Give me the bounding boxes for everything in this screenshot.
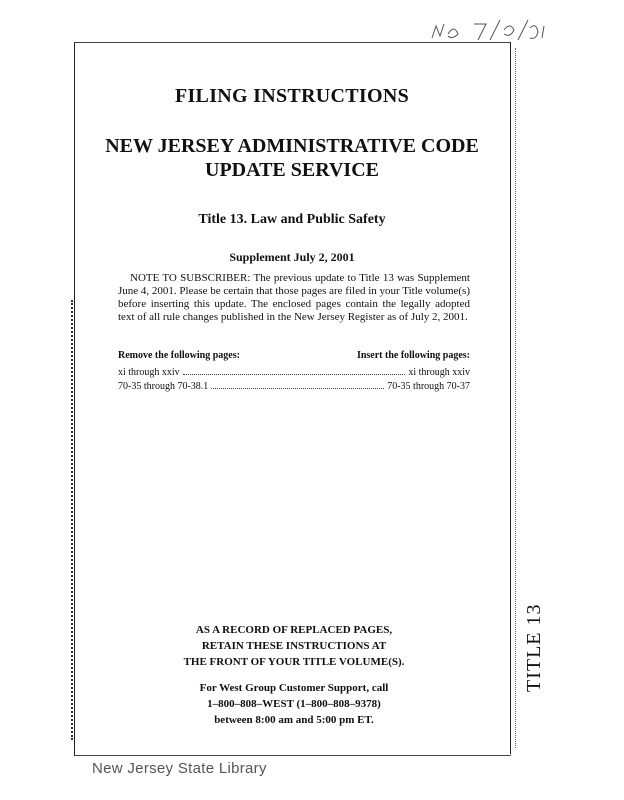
remove-pages: 70-35 through 70-38.1 — [118, 381, 209, 392]
record-instructions — [118, 622, 470, 670]
dot-leader — [211, 380, 384, 389]
title-tab-label: TITLE 13 — [523, 603, 545, 692]
remove-pages: xi through xxiv — [118, 367, 180, 378]
support-phone: 1–800–808–WEST (1–800–808–9378) — [207, 698, 381, 710]
dot-leader — [183, 366, 406, 375]
binding-edge — [71, 300, 77, 740]
page-title: FILING INSTRUCTIONS — [174, 85, 410, 107]
tab-divider-outer — [515, 48, 517, 748]
record-line: AS A RECORD OF REPLACED PAGES, — [195, 624, 393, 636]
insert-pages: 70-35 through 70-37 — [387, 381, 470, 392]
record-line: RETAIN THESE INSTRUCTIONS AT — [201, 640, 387, 652]
customer-support — [118, 680, 470, 728]
insert-header: Insert the following pages: — [356, 350, 470, 361]
code-title-line: NEW JERSEY ADMINISTRATIVE CODE — [105, 135, 479, 157]
support-line: For West Group Customer Support, call — [199, 682, 389, 694]
library-stamp: New Jersey State Library — [92, 760, 267, 777]
code-title-line: UPDATE SERVICE — [205, 159, 379, 181]
support-hours: between 8:00 am and 5:00 pm ET. — [214, 714, 374, 726]
code-title — [74, 134, 510, 182]
insert-pages: xi through xxiv — [408, 367, 470, 378]
record-line: THE FRONT OF YOUR TITLE VOLUME(S). — [183, 656, 405, 668]
page-change-row — [118, 366, 470, 378]
subscriber-note: NOTE TO SUBSCRIBER: The previous update to Title 13 was Supplement June 4, 2001. Please be certain that those pages are filed in your Title volume(s) before inserting this update. The enclosed pages contain the legally adopted text of all rule changes published in the New Jersey Register as of July 2, 2001. — [118, 272, 470, 323]
page-changes-header — [118, 350, 470, 361]
supplement-date: Supplement July 2, 2001 — [229, 250, 355, 264]
page-change-row — [118, 380, 470, 392]
title-subject: Title 13. Law and Public Safety — [198, 212, 386, 227]
remove-header: Remove the following pages: — [118, 350, 240, 361]
